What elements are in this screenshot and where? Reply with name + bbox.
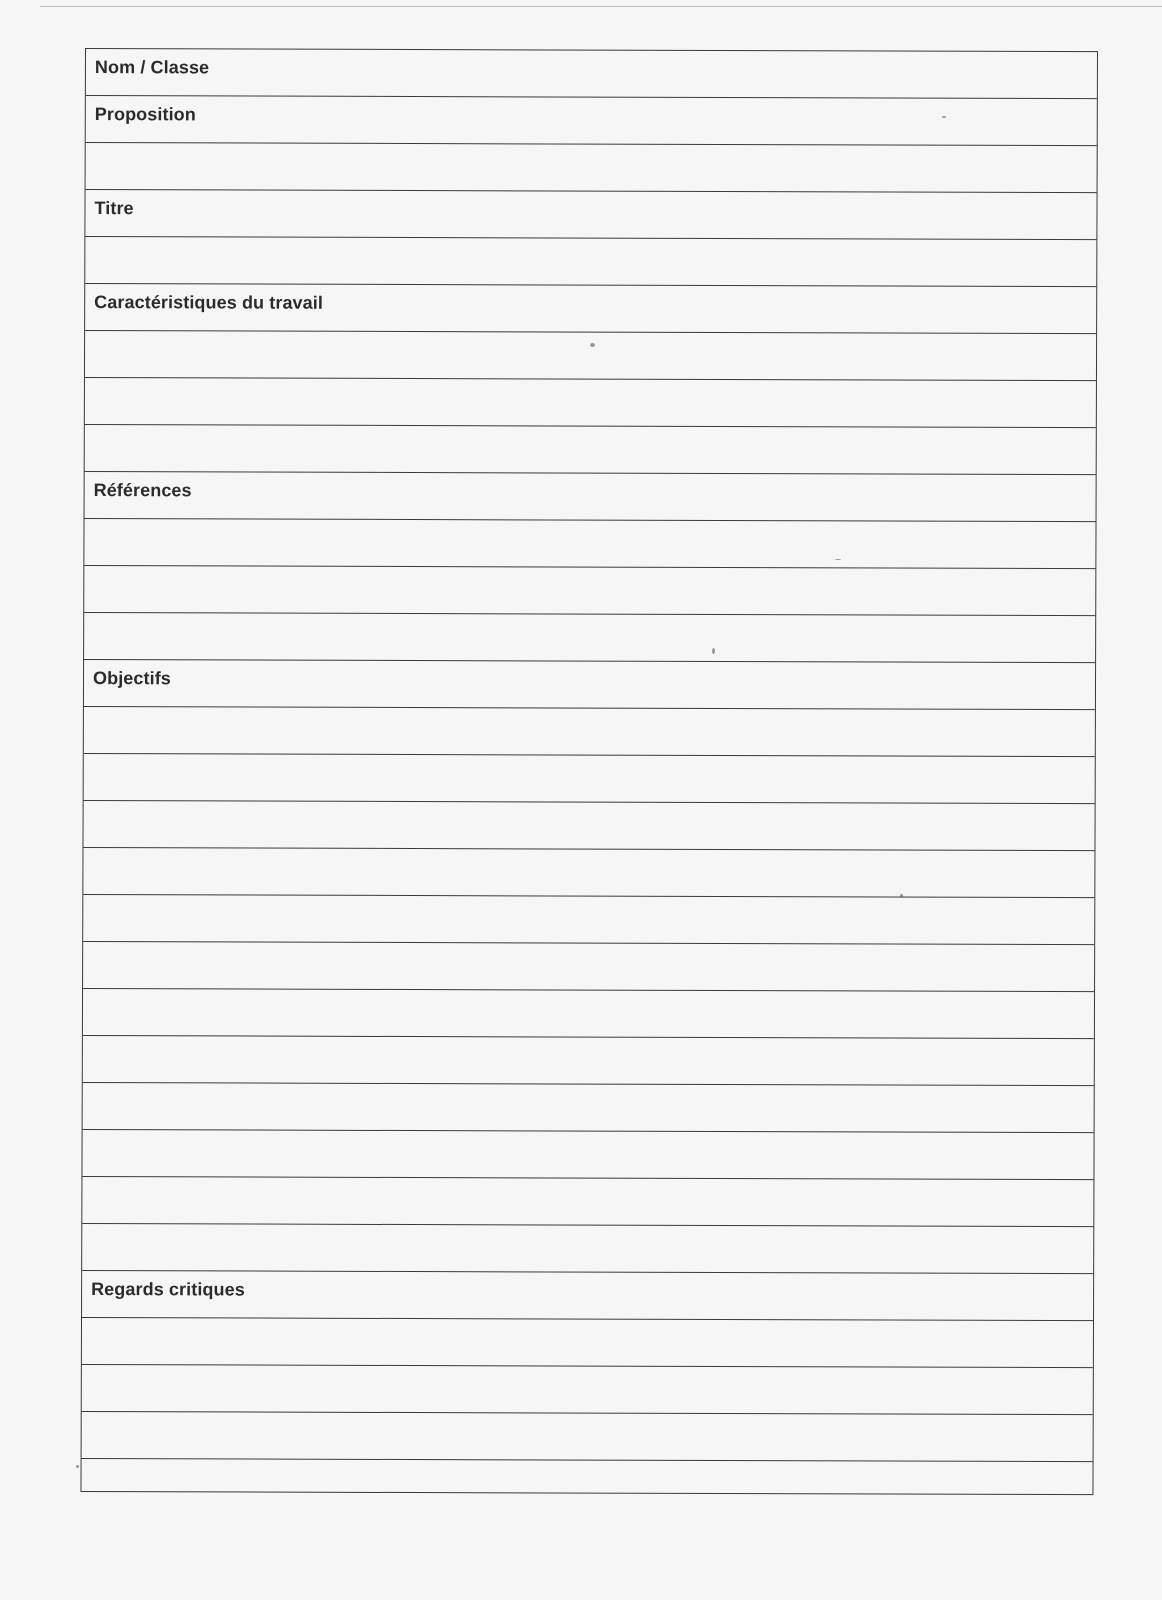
row-caracteristiques-blank[interactable]: [85, 331, 1096, 381]
row-regards-blank[interactable]: [82, 1365, 1093, 1415]
row-objectifs-blank[interactable]: [83, 1083, 1094, 1133]
form-table: [80, 48, 1098, 1495]
label-proposition: Proposition: [94, 104, 196, 125]
row-objectifs-blank[interactable]: [84, 707, 1095, 757]
row-objectifs-blank[interactable]: [83, 801, 1094, 851]
label-caracteristiques: Caractéristiques du travail: [94, 292, 324, 313]
paper-top-edge: [40, 6, 1162, 7]
row-caracteristiques-blank[interactable]: [85, 378, 1096, 428]
row-proposition[interactable]: [86, 96, 1097, 146]
label-nom-classe: Nom / Classe: [94, 57, 210, 78]
row-titre-blank[interactable]: [85, 237, 1096, 287]
row-regards-blank[interactable]: [82, 1318, 1093, 1368]
row-references-blank[interactable]: [84, 566, 1095, 616]
row-nom-classe[interactable]: [86, 49, 1097, 99]
row-objectifs-blank[interactable]: [83, 895, 1094, 945]
row-objectifs-blank[interactable]: [83, 1036, 1094, 1086]
row-references[interactable]: [85, 472, 1096, 522]
row-objectifs-blank[interactable]: [82, 1130, 1093, 1180]
row-objectifs-blank[interactable]: [82, 1224, 1093, 1274]
row-titre[interactable]: [85, 190, 1096, 240]
row-references-blank[interactable]: [84, 519, 1095, 569]
row-references-blank[interactable]: [84, 613, 1095, 663]
row-caracteristiques-blank[interactable]: [85, 425, 1096, 475]
label-titre: Titre: [94, 198, 134, 219]
row-objectifs-blank[interactable]: [84, 754, 1095, 804]
row-regards-blank[interactable]: [82, 1412, 1093, 1462]
row-caracteristiques[interactable]: [85, 284, 1096, 334]
row-objectifs-blank[interactable]: [83, 989, 1094, 1039]
label-regards-critiques: Regards critiques: [91, 1279, 245, 1300]
row-objectifs[interactable]: [84, 660, 1095, 710]
row-regards-blank[interactable]: [81, 1459, 1092, 1494]
label-objectifs: Objectifs: [92, 668, 171, 689]
label-references: Références: [93, 480, 192, 501]
scan-speck: [76, 1465, 79, 1468]
row-objectifs-blank[interactable]: [82, 1177, 1093, 1227]
row-objectifs-blank[interactable]: [83, 942, 1094, 992]
row-regards-critiques[interactable]: [82, 1271, 1093, 1321]
row-proposition-blank[interactable]: [86, 143, 1097, 193]
row-objectifs-blank[interactable]: [83, 848, 1094, 898]
